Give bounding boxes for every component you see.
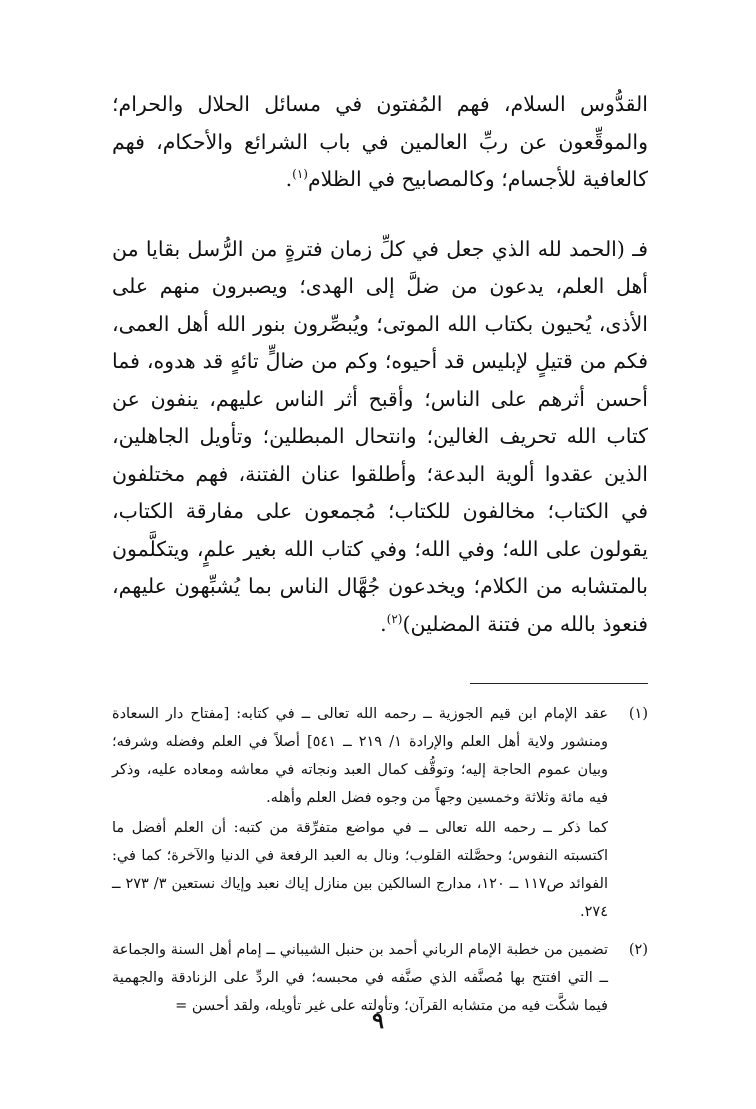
paragraph-2-end: . (380, 611, 387, 636)
footnote-separator (470, 683, 648, 684)
footnote-ref-2[interactable]: (٢) (386, 611, 403, 626)
body-paragraph-1 (112, 86, 648, 199)
footnote-1-body (112, 700, 608, 926)
footnote-ref-1[interactable]: (١) (292, 167, 308, 182)
paragraph-1-text: القدُّوس السلام، فهم المُفتون في مسائل الحلال والحرام؛ والموقِّعون عن ربِّ العالمين في باب الشرائع والأحكام، فهم كالعافية للأجسام؛ وكالمصابيح في الظلام (112, 92, 648, 191)
body-paragraph-2 (112, 231, 648, 644)
footnote-2-number: (٢) (628, 942, 648, 958)
footnote-1-paragraph-1: عقد الإمام ابن قيم الجوزية ــ رحمه الله تعالى ــ في كتابه: [مفتاح دار السعادة ومنشور ولاية أهل العلم والإرادة ١/ ٢١٩ ــ ٥٤١] أصلاً في العلم وفضله وشرفه؛ وبيان عموم الحاجة إليه؛ وتوقُّف كمال العبد ونجاته في معاشه ومعاده عليه، وذكر فيه مائة وثلاثة وخمسين وجهاً من وجوه فضل العلم وأهله. (112, 706, 609, 806)
footnotes (112, 700, 648, 1020)
paragraph-2-text: فـ (الحمد لله الذي جعل في كلِّ زمان فترةٍ من الرُّسل بقايا من أهل العلم، يدعون من ضلَّ إلى الهدى؛ ويصبرون منهم على الأذى، يُحيون بكتاب الله الموتى؛ ويُبصِّرون بنور الله أهل العمى، فكم من قتيلٍ لإبليس قد أحيوه؛ وكم من ضالٍّ تائهٍ قد هدوه، فما أحسن أثرهم على الناس؛ وأقبح أثر الناس عليهم، ينفون عن كتاب الله تحريف الغالين؛ وانتحال المبطلين؛ وتأويل الجاهلين، الذين عقدوا ألوية البدعة؛ وأطلقوا عنان الفتنة، فهم مختلفون في الكتاب؛ مخالفون للكتاب؛ مُجمعون على مفارقة الكتاب، يقولون على الله؛ وفي الله؛ وفي كتاب الله بغير علمٍ، ويتكلَّمون بالمتشابه من الكلام؛ ويخدعون جُهَّال الناس بما يُشبِّهون عليهم، فنعوذ بالله من فتنة المضلين) (112, 236, 648, 636)
footnote-1-number: (١) (628, 706, 648, 722)
paragraph-1-end: . (285, 167, 293, 191)
footnote-1 (112, 700, 648, 926)
footnote-2-paragraph-1: تضمين من خطبة الإمام الرباني أحمد بن حنبل الشيباني ــ إمام أهل السنة والجماعة ــ التي افتتح بها مُصنَّفه الذي صنَّفه في محبسه؛ في الردِّ على الزنادقة والجهمية فيما شكَّت فيه من متشابه القرآن؛ وتأولته على غير تأويله، ولقد أحسن = (112, 942, 608, 1014)
footnote-1-paragraph-2: كما ذكر ــ رحمه الله تعالى ــ في مواضع متفرِّقة من كتبه: أن العلم أفضل ما اكتسبته النفوس؛ وحصَّلته القلوب؛ ونال به العبد الرفعة في الدنيا والآخرة؛ كما في: الفوائد ص١١٧ ــ ١٢٠، مدارج السالكين بين منازل إياك نعبد وإياك نستعين ٣/ ٢٧٣ ــ ٢٧٤. (112, 820, 608, 920)
page-number: ٩ (372, 1008, 384, 1034)
